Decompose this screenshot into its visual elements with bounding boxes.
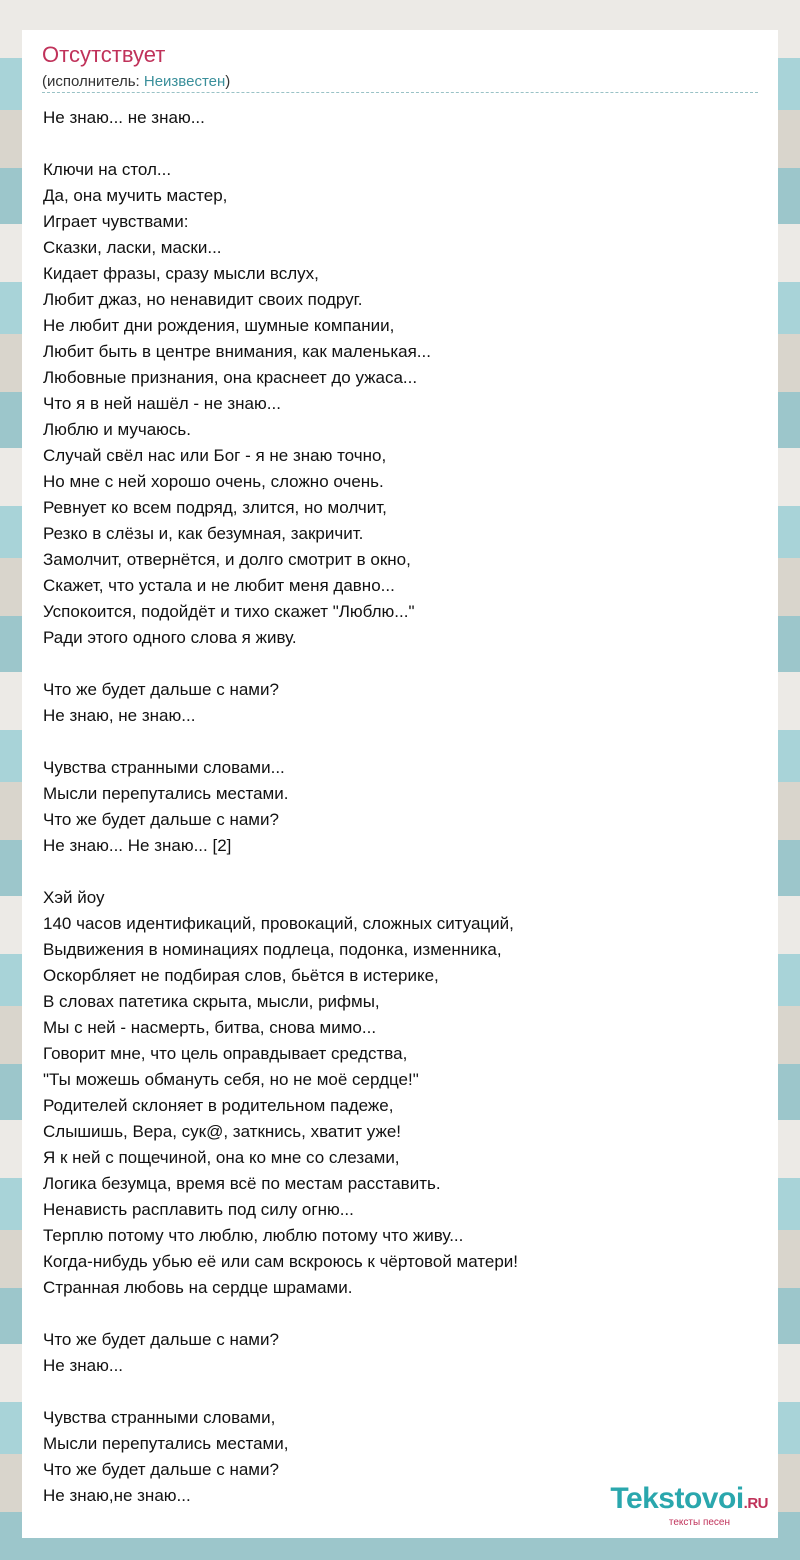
- site-logo[interactable]: [610, 1484, 768, 1528]
- artist-suffix: ): [225, 73, 231, 90]
- lyrics-card: [22, 30, 778, 1538]
- artist-prefix: (исполнитель:: [42, 73, 144, 90]
- artist-link[interactable]: Неизвестен: [143, 73, 226, 90]
- artist-line: [42, 73, 230, 90]
- logo-tld: .RU: [743, 1495, 768, 1512]
- logo-tagline: тексты песен: [668, 1517, 730, 1528]
- logo-name: Tekstovoi: [610, 1482, 744, 1515]
- logo-wordmark: [610, 1484, 768, 1519]
- lyrics-text: Не знаю... не знаю... Ключи на стол... Да, она мучить мастер, Играет чувствами: Сказки, ласки, маски... Кидает фразы, сразу мысли вслух, Любит джаз, но ненавидит своих подруг. Не любит дни рождения, шумные компании, Любит быть в центре внимания, как маленькая... Любовные признания, она краснеет до ужаса... Что я в ней нашёл - не знаю... Люблю и мучаюсь. Случай свёл нас или Бог - я не знаю точно, Но мне с ней хорошо очень, сложно очень. Ревнует ко всем подряд, злится, но молчит, Резко в слёзы и, как безумная, закричит. Замолчит, отвернётся, и долго смотрит в окно, Скажет, что устала и не любит меня давно... Успокоится, подойдёт и тихо скажет "Люблю..." Ради этого одного слова я живу. Что же будет дальше с нами? Не знаю, не знаю... Чувства странными словами... Мысли перепутались местами. Что же будет дальше с нами? Не знаю... Не знаю... [2] Хэй йоу 140 часов идентификаций, провокаций, сложных ситуаций, Выдвижения в номинациях подлеца, подонка, изменника, Оскорбляет не подбирая слов, бьётся в истерике, В словах патетика скрыта, мысли, рифмы, Мы с ней - насмерть, битва, снова мимо... Говорит мне, что цель оправдывает средства, "Ты можешь обмануть себя, но не моё сердце!" Родителей склоняет в родительном падеже, Слышишь, Вера, сук@, заткнись, хватит уже! Я к ней с пощечиной, она ко мне со слезами, Логика безумца, время всё по местам расставить. Ненависть расплавить под силу огню... Терплю потому что люблю, люблю потому что живу... Когда-нибудь убью её или сам вскроюсь к чёртовой матери! Странная любовь на сердце шрамами. Что же будет дальше с нами? Не знаю... Чувства странными словами, Мысли перепутались местами, Что же будет дальше с нами? Не знаю,не знаю...: [43, 108, 519, 1505]
- divider: [42, 92, 758, 93]
- song-title: Отсутствует: [42, 42, 166, 67]
